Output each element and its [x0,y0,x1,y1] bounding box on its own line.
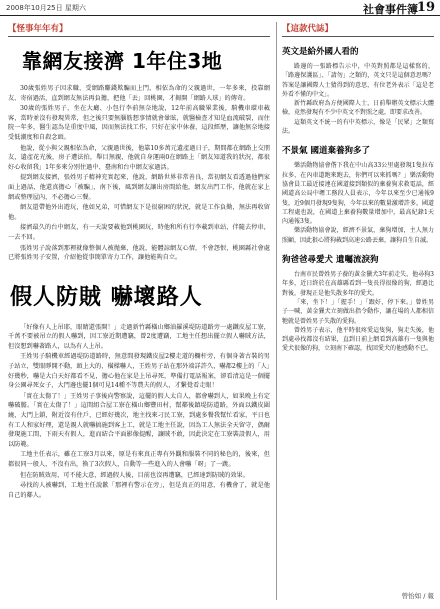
brief1-heading: 英文是給外國人看的 [282,47,359,57]
brief3-paragraph: 曾姓男子表示，他平時很疼愛這隻狗，狗走失後，他到處尋找都沒有結果，直到日前上網看到高雄有一隻與他愛犬很像的狗，立刻南下確認，找回愛犬的他感動不已。 [282,326,434,353]
brief-abandoned-dogs [282,144,434,245]
reporter-byline: 曾怡如 / 報 [401,592,434,600]
story1-paragraph: 30歲的張姓男子，坐在大廳、小包行李前無奈地說，12年前高職畢業後，騎機車環車載客，當時並沒有發現異常，但之後只要無腦筋想事情就會暈眩，就醫檢查才知是血流破裂，而住院一年多，醫生認為是重度中風，因而無法找工作，只好在家中休養，這段經歷，讓他無奈地接受低潮度和自殺念頭。 [8,105,270,141]
left-column [8,22,270,602]
story1-paragraph: 30歲張姓男子因求職、受網路賺錢欺騙而上門，相依為命的父親過世，一年多來，投靠網友、寄宿過活，直到網友無法再負擔，把他「丟」回桃園，才揭開「網路人球」的傳奇。 [8,85,270,102]
story2-headline: 假人防賊 嚇壞路人 [10,284,203,310]
story2-paragraph: 「好像有人上吊耶，眼睛還張開！」走過新竹縣橫山鄉油羅溪堤防道路旁一處鐵皮屋工寮，千萬不要被吊立的假人嚇到，因工寮近期遭竊，曾2度遭竊，工地主任想出擺立假人嚇賊方法，但沒想到嚇著路人，以為有人上吊。 [8,323,270,350]
brief-english-signs [282,45,434,136]
left-section-tag: 【怪事年年有】 [8,22,270,37]
brief2-heading: 不景氣 國道棄養狗多了 [282,146,370,157]
story2-paragraph: 「實在太傷了！」王姓男子事後向警察說，這擺的假人太自人，都會嚇到人，如果晚上有定嚇破膽。「實在太傷了！」這間組合屋工寮在橫山鄉豐田村，幫鄰後鎮堤防道路，外面以鐵皮圍繞，大門上鎖，附近沒有住戶，已經好幾次，地主找來刁民工寮，到處多餐我幫忙看家，平日也有工人和家好理，還是親人就嚇搞施到客上工，就是工地主任說，因為工人無法全天留守，偶爾發現施工間，下雨天有假人，進而結合平面影像提醒，讓賊不敢，因此決定在工寮裝設假人，用以防範。 [8,392,270,448]
brief3-paragraph: 台南市民曾姓男子養的黃金獵犬3年前走失，他尋狗3年多，近日終於在高雄縣看到一隻長得很像的狗，經過比對後，發現正是他失散多年的愛犬。 [282,271,434,297]
brief1-paragraph: 路邊的一張路標告示中，中英對照都是這樣寫的，「路邊保護區」、「請勿」之類的，英文只是這個意思嗎？答案是讓國際人士猜得到的意思，有位老外表示「這是老外看不懂的中文」。 [282,63,434,98]
story1-paragraph: 接濟最久的台中網友，有一天說要載他到桃園玩，時他和所有行李載到車站，伴隨去停車，一去不回。 [8,224,270,241]
brief2-paragraph: 樂活動物協會偕下我在中山高33公里處發現1隻拉布拉多，在內車道跑來跑去，你們可以來抓嗎？」樂活動物協會員工最近接連在國道接到類似的棄養狗求救電話，經國道高公局中壢工務段人員表示，今年以來至少已通報9隻，近9個月發現9隻狗，今年以來的數量激增許多，國道工程處也說，在國道上棄養狗數量增加中，最高紀錄1天內通報3隻。 [282,162,434,226]
page-number: 19 [416,0,435,15]
right-section-tag: 【這款代誌】 [282,22,434,37]
story1-headline: 靠網友接濟 1年住3地 [22,49,223,73]
story-fake-person [8,280,270,501]
story-online-friends [8,45,270,264]
publication-date: 2008年10月25日 星期六 [6,4,86,12]
story1-paragraph: 網友還帶他外出遊玩，他如兄弟，可惜網友下是很窮困的狀況，就是工作負勤，無法再收留他。 [8,204,270,221]
brief3-heading: 狗爸爸尋愛犬 遺囑流淚狗 [282,255,379,266]
brief3-paragraph: 「來，坐下！」「握手！」「跟好，停下來。」曾姓男子一喊，黃金獵犬立刻做出指令動作，讓在場的人都相信牠就是曾姓男子失散的愛狗。 [282,298,434,325]
story1-paragraph: 提到網友接濟，張姓男子精神充實起來，他說，網路世界非常善良，當初網友看透過他們家面上過話，他還真擔心「被騙」，南下後，風到網友讓出房間給他，網友出門工作，他就在家上網或整理屋內，不必擔心三餐。 [8,174,270,201]
story2-paragraph: 尋找的人被嚇到，工地主任說歉「那裡有警示在旁」，但是真正的用意，有機會了，就是他自己的鄰人。 [8,482,270,499]
right-column [282,22,434,602]
story1-paragraph: 張姓男子說落到那裡就像整個人被拋棄，他說，能體諒網友心情，不會怨恨，桃園縣社會處已將張姓男子安置，介紹他從事簡單寄力工作，讓他能夠自立。 [8,244,270,262]
section-title: 社會事件簿 [363,3,418,16]
brief1-paragraph: 這類英文不統一的有中英標示，像是「民眾」之類寫法。 [282,118,434,136]
brief2-paragraph: 樂活動物協會說，經濟不景氣，棄狗增加，主人無力照顧，因此狠心將狗載到高速公路丟棄，讓狗自生自滅。 [282,227,434,244]
story1-body [8,84,270,264]
column-divider [276,22,277,600]
brief-dog-reunion [282,253,434,354]
page-header [0,0,440,16]
story2-paragraph: 王姓男子騎機車經過堤防道路時，無意間發現鐵皮屋2樓走道的欄杆旁，有個身著古裝的男子站立，雙眼睜開不動，頭上大的，橫樑嚇人，王姓男子站在那外端詳許久，嚇都2樓上的「人」好幾秒，嚇是大白天好都看不見，擔心他在家是上吊尋死，準備打電話報案，卻看清這是一個擺身公園尋死女子，大門邊也擺1個可見14種不等農夫的假人，才繫覺看走眼！ [8,353,270,390]
story1-paragraph: 他說，從小與父親相依為命，父親過世後，他靠10多萬元遺產過日子，期間都在網路上交朋友，遺產花光後，房子遭法拍，舉目無親，他就自身運兩0在網路上「網友知道我的狀況，都很好心收留我」1年多來分別住過中、臺南和台中網友家過活。 [8,144,270,171]
brief1-paragraph: 新竹縣政府為方便國際人士，日前舉辦英文標示大體檢，竟然發現有不少中英文不對照之處，即要求改善。 [282,100,434,117]
story2-paragraph: 工地主任表示，雖在工寮3月以來，原是有來真正專有外觀和服裝不同的秘色的，後來，但都很同一般人，不沒有出，換了3次假人，自動等一些進入的人會嚇「呀」了一跳。 [8,451,270,468]
story2-paragraph: 但在防賊效用，可不能大意，經過假人後，目前也沒再遭竊，已經達到防賊的效果。 [20,471,249,479]
